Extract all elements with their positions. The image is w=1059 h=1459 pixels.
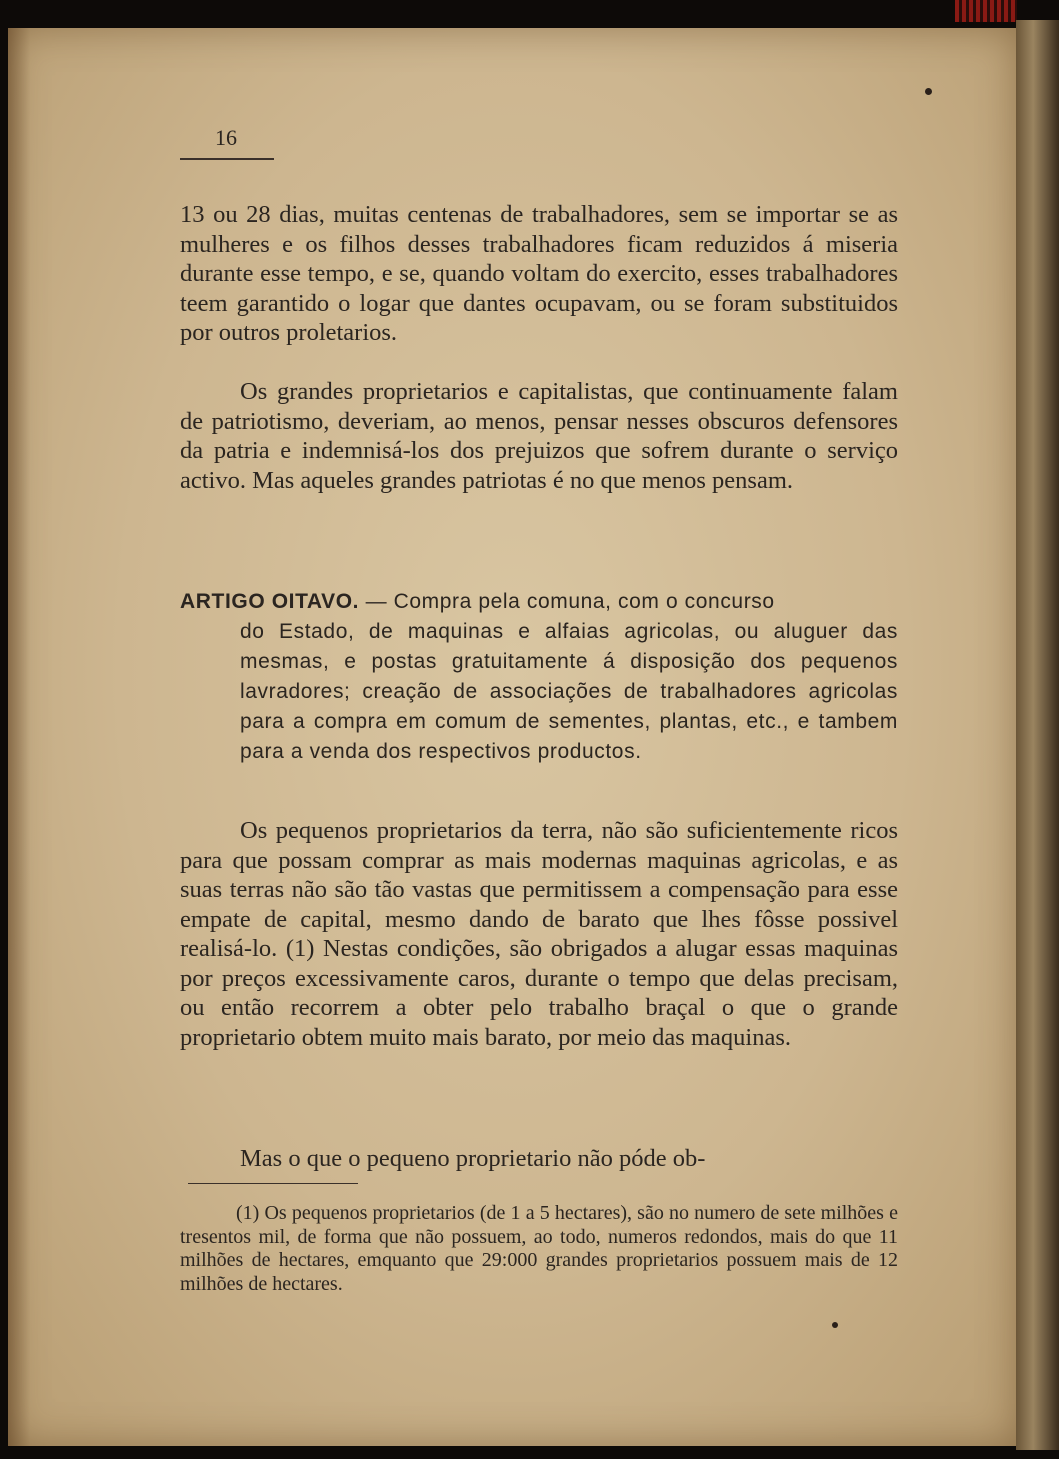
paragraph-small-owners bbox=[180, 816, 898, 1052]
page-number: 16 bbox=[215, 125, 237, 150]
footnote-text: (1) Os pequenos proprietarios (de 1 a 5 hectares), são no numero de sete milhões e tresentos mil, de forma que não possuem, ao todo, numeros redondos, mais do que 11 milhões de hectares, emquanto que 29:000 grandes proprietarios possuem mais de 12 milhões de hectares. bbox=[180, 1202, 898, 1295]
page-number-rule bbox=[180, 158, 274, 160]
paragraph-patriots-text: Os grandes proprietarios e capitalistas, que continuamente falam de patriotismo, deveriam, ao menos, pensar nesses obscuros defensores da patria e indemnisá-los dos prejuizos que sofrem durante o serviço activo. Mas aqueles grandes patriotas é no que menos pensam. bbox=[180, 378, 898, 494]
paragraph-continued bbox=[180, 1144, 898, 1174]
article-text-first-line: — Compra pela comuna, com o concurso bbox=[365, 590, 775, 613]
ink-spot bbox=[925, 88, 932, 95]
page-gutter-shadow bbox=[8, 28, 30, 1446]
binding-mark bbox=[955, 0, 1017, 22]
page-edge bbox=[1016, 20, 1059, 1450]
footnote-rule bbox=[188, 1183, 358, 1184]
footnote bbox=[180, 1202, 898, 1296]
paragraph-continued-text: Mas o que o pequeno proprietario não póde ob- bbox=[240, 1145, 706, 1172]
paragraph-small-owners-text: Os pequenos proprietarios da terra, não são suficientemente ricos para que possam comprar as mais modernas maquinas agricolas, e as suas terras não são tão vastas que permitissem a compensação para esse empate de capital, mesmo dando de barato que lhes fôsse possivel realisá-lo. (1) Nestas condições, são obrigados a alugar essas maquinas por preços excessivamente caros, durante o tempo que delas precisam, ou então recorrem a obter pelo trabalho braçal o que o grande proprietario obtem muito mais barato, por meio das maquinas. bbox=[180, 817, 898, 1051]
article-heading-line bbox=[180, 587, 898, 617]
article-heading: ARTIGO OITAVO. bbox=[180, 590, 360, 613]
ink-spot bbox=[832, 1322, 838, 1328]
paragraph-continuation: 13 ou 28 dias, muitas centenas de trabalhadores, sem se importar se as mulheres e os filhos desses trabalhadores ficam reduzidos á miseria durante esse tempo, e se, quando voltam do exercito, esses trabalhadores teem garantido o logar que dantes ocupavam, ou se foram substituidos por outros proletarios. bbox=[180, 201, 898, 346]
paragraph-patriots bbox=[180, 377, 898, 495]
article-text: do Estado, de maquinas e alfaias agricolas, ou aluguer das mesmas, e postas gratuitamente á disposição dos pequenos lavradores; creação de associações de trabalhadores agricolas para a compra em comum de sementes, plantas, etc., e tambem para a venda dos respectivos productos. bbox=[240, 620, 898, 763]
